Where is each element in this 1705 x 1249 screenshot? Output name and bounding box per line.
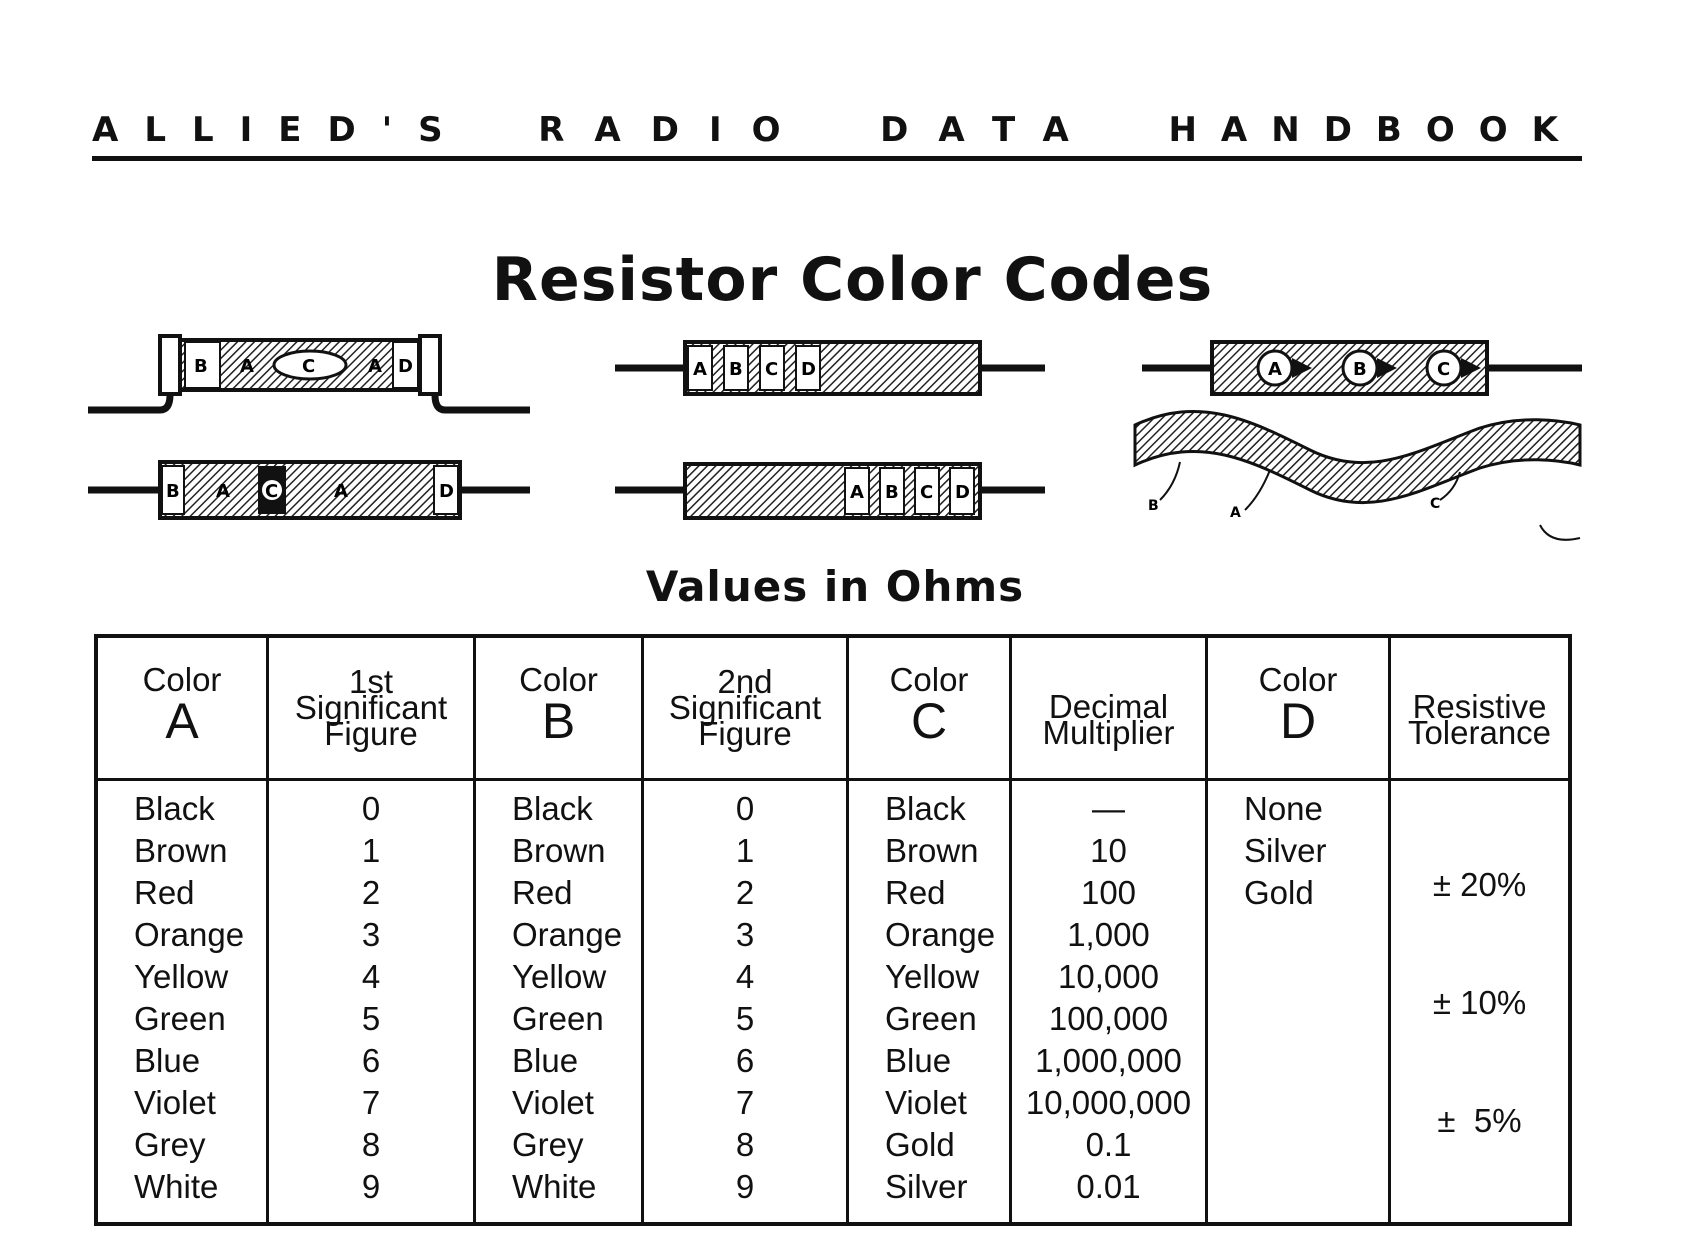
label-b-2: B [729,359,743,380]
list-item: 8 [361,1126,381,1163]
header-first-figure-line1: 1st [348,663,394,700]
list-item: Violet [134,1084,216,1121]
column-color-c [849,638,1009,1222]
list-item: Yellow [512,958,607,995]
list-item: Black [134,790,215,827]
list-item: 2 [735,874,755,911]
column-tolerance [1391,638,1568,1222]
header-word-1: ALLIED'S [92,110,469,150]
page-title: Resistor Color Codes [491,245,1214,315]
label-a-7: A [850,482,864,503]
color-b-list [476,788,641,1208]
list-item: 0.1 [1085,1126,1132,1163]
list-item: Orange [134,916,245,953]
list-item: 6 [735,1042,755,1079]
column-color-a [98,638,266,1222]
list-item: Green [512,1000,604,1037]
first-figure-list [269,788,473,1208]
label-a-3: A [693,359,707,380]
header-second-figure-line3: Figure [698,715,792,752]
label-b-6: B [1148,498,1159,514]
label-c-3: C [1437,359,1451,380]
label-a-6: A [334,481,348,502]
list-item: 1 [735,832,755,869]
list-item: 6 [361,1042,381,1079]
list-item: 9 [361,1168,381,1205]
header-color-a-label: Color [142,661,222,698]
list-item: 5 [735,1000,755,1037]
list-item: Yellow [134,958,229,995]
resistor-diagram-4 [88,462,530,518]
list-item: Black [885,790,966,827]
header-multiplier-line2: Multiplier [1042,714,1175,751]
header-color-d-label: Color [1258,661,1338,698]
column-second-figure [644,638,846,1222]
header-color-b-label: Color [519,661,598,698]
header-first-figure [269,638,473,778]
header-second-figure-line2: Significant [668,689,822,726]
label-d: D [398,356,413,377]
list-item: 7 [361,1084,381,1121]
list-item: 100 [1080,874,1137,911]
list-item: 0 [361,790,381,827]
header-color-c-letter: C [910,693,948,749]
label-a-2: A [368,356,382,377]
resistor-diagram-5 [615,464,1045,518]
list-item: Violet [512,1084,594,1121]
list-item: None [1244,790,1323,827]
column-multiplier [1012,638,1205,1222]
list-item: Black [512,790,593,827]
list-item: 4 [361,958,381,995]
label-b-5: B [885,482,899,503]
resistor-diagrams [80,320,1600,560]
label-d-3: D [439,481,454,502]
list-item: 4 [735,958,755,995]
label-c-6: C [1430,496,1441,512]
list-item: Grey [134,1126,206,1163]
column-color-d [1208,638,1388,1222]
section-subtitle: Values in Ohms [645,562,1025,611]
list-item: White [512,1168,597,1205]
resistor-diagram-3 [1142,342,1582,394]
list-item: Yellow [885,958,980,995]
list-item: Gold [1244,874,1314,911]
list-item: ± 5% [1437,1102,1522,1139]
header-color-a-letter: A [165,693,199,749]
label-c: C [302,356,316,377]
list-item: 5 [361,1000,381,1037]
label-a-5: A [216,481,230,502]
label-c-2: C [765,359,779,380]
list-item: Red [885,874,946,911]
list-item: 100,000 [1048,1000,1169,1037]
handbook-header [92,110,1582,150]
header-color-a [98,638,266,778]
list-item: Brown [134,832,228,869]
list-item: Grey [512,1126,584,1163]
header-color-d-letter: D [1279,693,1317,749]
header-color-c-label: Color [889,661,969,698]
resistor-diagram-6 [1135,411,1580,539]
color-d-list [1208,788,1388,914]
header-color-b-letter: B [541,693,576,749]
label-a-8: A [1230,505,1241,521]
list-item: 7 [735,1084,755,1121]
column-color-b [476,638,641,1222]
list-item: Orange [512,916,623,953]
header-multiplier [1012,638,1205,778]
list-item: Blue [512,1042,579,1079]
list-item: Green [134,1000,226,1037]
label-d-2: D [801,359,816,380]
list-item: Blue [134,1042,201,1079]
label-b: B [194,356,208,377]
list-item: Silver [1244,832,1327,869]
list-item: 10 [1090,832,1127,869]
header-color-b [476,638,641,778]
list-item: 10,000,000 [1025,1084,1192,1121]
header-multiplier-line1: Decimal [1048,688,1169,725]
column-first-figure [269,638,473,1222]
header-color-d [1208,638,1388,778]
list-item: 1,000 [1067,916,1150,953]
list-item: 3 [361,916,381,953]
label-a-4: A [1268,359,1282,380]
list-item: Blue [885,1042,952,1079]
list-item: ± 20% [1432,866,1527,903]
list-item: 3 [735,916,755,953]
header-second-figure-line1: 2nd [717,663,773,700]
list-item: 2 [361,874,381,911]
tolerance-list [1391,788,1568,1218]
resistor-diagram-1 [88,336,530,410]
list-item: White [134,1168,219,1205]
list-item: — [1092,790,1125,827]
multiplier-list [1012,788,1205,1208]
label-c-4: C [265,481,279,502]
label-c-5: C [920,482,934,503]
list-item: Red [134,874,195,911]
header-tolerance-line2: Tolerance [1407,714,1552,751]
label-b-3: B [1353,359,1367,380]
list-item: 8 [735,1126,755,1163]
header-second-figure [644,638,846,778]
list-item: 0 [735,790,755,827]
list-item: ± 10% [1432,984,1527,1021]
list-item: 10,000 [1058,958,1159,995]
header-rule [92,156,1582,161]
header-word-2: RADIO [538,110,811,150]
list-item: Gold [885,1126,955,1163]
list-item: 0.01 [1076,1168,1141,1205]
list-item: Red [512,874,573,911]
list-item: Violet [885,1084,967,1121]
list-item: Brown [885,832,979,869]
list-item: Green [885,1000,977,1037]
header-color-c [849,638,1009,778]
label-a: A [240,356,254,377]
header-tolerance [1391,638,1568,778]
second-figure-list [644,788,846,1208]
list-item: 1,000,000 [1035,1042,1182,1079]
list-item: Silver [885,1168,968,1205]
header-word-4: HANDBOOK [1168,110,1582,150]
list-item: 9 [735,1168,755,1205]
header-tolerance-line1: Resistive [1412,688,1547,725]
list-item: Brown [512,832,606,869]
header-first-figure-line2: Significant [294,689,448,726]
label-b-4: B [166,481,180,502]
header-word-3: DATA [880,110,1099,150]
color-a-list [98,788,266,1208]
label-d-4: D [955,482,970,503]
header-first-figure-line3: Figure [324,715,418,752]
list-item: 1 [361,832,381,869]
list-item: Orange [885,916,996,953]
resistor-diagram-2 [615,342,1045,394]
color-c-list [849,788,1009,1208]
color-code-table [94,634,1572,1226]
